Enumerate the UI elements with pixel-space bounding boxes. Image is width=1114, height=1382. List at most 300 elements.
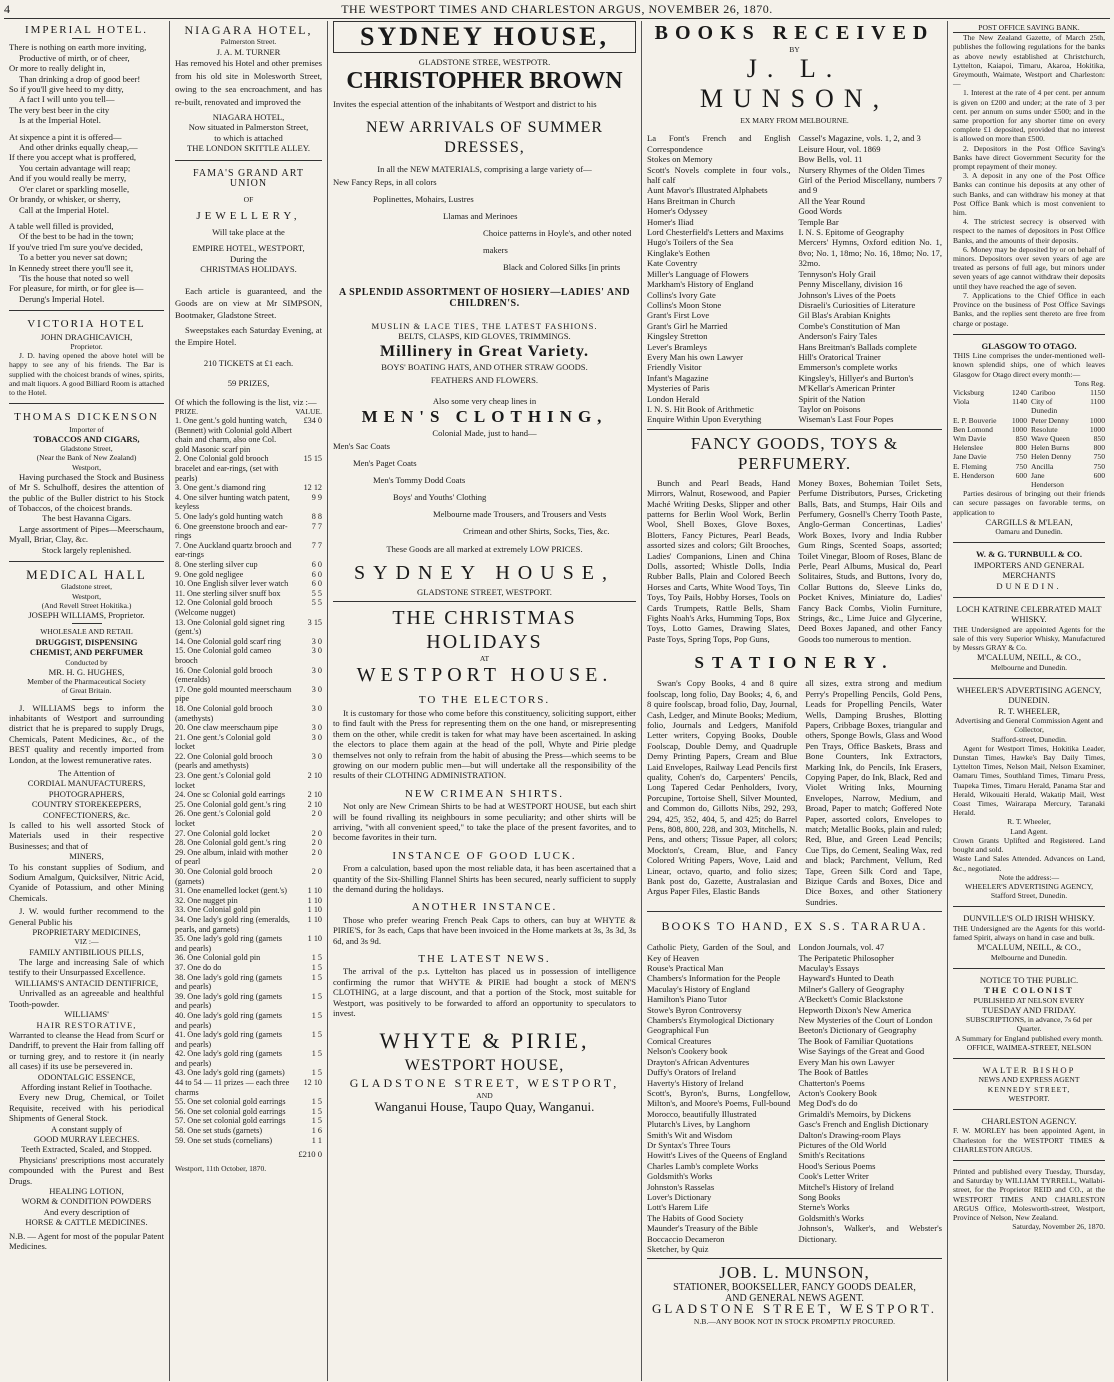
- book-title: Mercers' Hymns, Oxford edition No. 1, 8vo; No. 1, 18mo; No. 16, 18mo; No. 17, 32mo.: [798, 237, 942, 269]
- sydney-house-2: SYDNEY HOUSE,: [353, 561, 616, 584]
- medical-rec21: HORSE & CATTLE MEDICINES.: [25, 1217, 148, 1228]
- psb-paragraph: 4. The strictest secrecy is observed with respect to the names of depositors in Post Office Banks, and the amounts of their deposits.: [953, 217, 1105, 245]
- ship-row: [953, 443, 1105, 452]
- turnbull-3: DUNEDIN.: [996, 580, 1062, 591]
- verse-line: 'Tis the house that noted so well: [19, 272, 130, 283]
- walter-bishop-ad: [953, 1063, 1105, 1105]
- book-title: Hill's Oratorical Trainer: [798, 351, 881, 362]
- coat-item: Melbourne made Trousers, and Trousers and Vests: [433, 509, 607, 520]
- victoria-hotel-ad: [9, 315, 164, 399]
- book-title: Good Words: [798, 206, 842, 217]
- prize-description: 1. One gent.'s gold hunting watch, (Bennett) with Colonial gold Albert chain and charm, also one Col. gold Masonic scarf pin: [175, 416, 292, 454]
- glasgow-otago-ad: [953, 339, 1105, 539]
- prize-row: [175, 838, 322, 848]
- ship-tonnage: 600: [1093, 470, 1105, 480]
- fama-l1: Will take place at the: [212, 227, 285, 238]
- prize-value: 1 10: [307, 886, 322, 896]
- medical-rec2: PROPRIETARY MEDICINES,: [32, 927, 141, 938]
- medical-sub5: WHOLESALE AND RETAIL: [40, 627, 133, 637]
- prize-value: 3 0: [311, 703, 322, 713]
- walter-3: WESTPORT.: [1008, 1093, 1050, 1103]
- verse-line: And if you would really be merry,: [9, 173, 127, 184]
- verse-line: Call at the Imperial Hotel.: [19, 204, 109, 215]
- ship-name: Wave Queen: [1031, 433, 1070, 443]
- verse-line: At sixpence a pint it is offered—: [9, 131, 122, 142]
- book-title: Markham's History of England: [647, 279, 754, 290]
- niagara-hotel-ad: [175, 21, 322, 156]
- book-title: Maunder's Treasury of the Bible: [647, 1223, 758, 1234]
- ship-row: [953, 388, 1105, 397]
- prize-row: [175, 790, 322, 800]
- prize-value: 6 0: [311, 569, 322, 579]
- prize-description: 23. One gent.'s Colonial gold locket: [175, 771, 271, 790]
- post-office-savings-ad: [953, 21, 1105, 330]
- wheeler-2: Stafford-street, Dunedin.: [991, 734, 1067, 744]
- millinery-line: Millinery in Great Variety.: [380, 342, 589, 360]
- prize-value: 2 0: [311, 828, 322, 838]
- dickenson-body: Having purchased the Stock and Business of Mr S. Schulhoff, desires the attention of the public of the Buller district to his Stock of Tobaccos, of the choicest brands.: [9, 471, 164, 514]
- prize-description: 28. One Colonial gold gent.'s ring: [175, 838, 286, 848]
- prize-description: 39. One lady's gold ring (garnets and pearls): [175, 991, 282, 1011]
- crimean-body: Not only are New Crimean Shirts to be had at WESTPORT HOUSE, but each shirt will be found rivalling its neighbours in some peculiarity; and other shirts will be arriving, "with all convenient speed," to take the place of the present favorites, and to become favorites in their turn.: [333, 801, 636, 843]
- book-title: Enquire Within Upon Everything: [647, 414, 762, 425]
- prize-row: [175, 1078, 322, 1097]
- coat-item: Men's Sac Coats: [333, 441, 390, 452]
- prize-row: [175, 1068, 322, 1078]
- prize-row: [175, 867, 322, 886]
- prize-description: 10. One English silver lever watch: [175, 579, 289, 589]
- niagara-sub3: NIAGARA HOTEL,: [212, 112, 285, 123]
- verse-line: A table well filled is provided,: [9, 220, 114, 231]
- prize-value: 5 5: [311, 598, 322, 608]
- prize-description: 42. One lady's gold ring (garnets and pearls): [175, 1049, 282, 1068]
- goods-list: [333, 174, 636, 276]
- wheeler-8: WHEELER'S ADVERTISING AGENCY,: [965, 881, 1093, 891]
- agent-line: AND GENERAL NEWS AGENT.: [725, 1292, 864, 1304]
- ship-name: Helen Burns: [1031, 443, 1070, 453]
- book-title: The Habits of Good Society: [647, 1212, 744, 1223]
- prize-description: 36. One Colonial gold pin: [175, 953, 261, 963]
- book-title: A'Beckett's Comic Blackstone: [798, 994, 903, 1005]
- luck-body: From a calculation, based upon the most reliable data, it has been ascertained that a quantity of the Six-Shilling Flannel Shirts has been secured, nearly sufficient to supply the demand during the holidays.: [333, 863, 636, 894]
- prize-row: [175, 1116, 322, 1126]
- prize-row: [175, 1136, 322, 1146]
- book-title: Miller's Language of Flowers: [647, 268, 749, 279]
- ship-name: Helenslee: [953, 443, 983, 453]
- prize-row: [175, 896, 322, 906]
- prize-row: [175, 598, 322, 617]
- victoria-heading: VICTORIA HOTEL: [27, 318, 146, 331]
- wheeler-7: Note the address:—: [998, 872, 1060, 882]
- psb-heading: POST OFFICE SAVING BANK.: [953, 23, 1105, 33]
- prize-value: 1 10: [307, 934, 322, 944]
- medical-rec14: A constant supply of: [51, 1123, 122, 1134]
- news-heading: THE LATEST NEWS.: [418, 953, 551, 966]
- muslin-line: MUSLIN & LACE TIES, THE LATEST FASHIONS.: [371, 321, 598, 332]
- medical-sub3: (And Revell Street Hokitika.): [41, 600, 132, 610]
- prize-row: [175, 771, 322, 790]
- wheeler-body: Agent for Westport Times, Hokitika Leader, Dunstan Times, Hawke's Bay Daily Times, Lyttelton Times, Nelson Mail, Nelson Examiner, Oamaru Times, Southland Times, Timaru Press, Tuapeka Times, Timaru Herald, Panama Star and Herald, Wikouaiti Herald, Wakatip Mail, West Coast Times, Wairarapa Mercury, Taranaki Herald.: [953, 743, 1105, 818]
- prize-row: [175, 570, 322, 580]
- dickenson-sub5: Westport,: [71, 462, 102, 472]
- cargills-line2: Oamaru and Dunedin.: [995, 527, 1063, 537]
- book-title: London Herald: [647, 393, 700, 404]
- prize-value: 9 9: [311, 492, 322, 502]
- prize-value: 1 10: [307, 914, 322, 924]
- prize-row: [175, 1097, 322, 1107]
- book-title: Gasc's French and English Dictionary: [798, 1119, 929, 1130]
- book-title: Scott's, Byron's, Burns, Longfellow, Milton's, and Moore's Poems, Full-bound Morocco, beautifully Illustrated: [647, 1087, 791, 1119]
- imprint-body: Printed and published every Tuesday, Thursday, and Saturday by WILLIAM TYRRELL, Wallabi-street, for the Proprietor REID and CO., at the WESTPORT TIMES AND CHARLESTON ARGUS Office, Molesworth-street, Westport, Province of Nelson, New Zealand.: [953, 1167, 1105, 1223]
- book-title: Meg Dod's do do: [798, 1098, 858, 1109]
- prize-description: 43. One lady's gold ring (garnets): [175, 1068, 285, 1078]
- book-title: Combe's Constitution of Man: [798, 320, 901, 331]
- niagara-body: Has removed his Hotel and other premises from his old site in Molesworth Street, owing to the sea encroachment, and has re-built, renovated and improved the: [175, 58, 322, 108]
- medical-rec11: ODONTALGIC ESSENCE,: [37, 1071, 136, 1082]
- nb-line: N.B.—ANY BOOK NOT IN STOCK PROMPTLY PROCURED.: [693, 1316, 896, 1326]
- prize-row: [175, 905, 322, 915]
- fama-prizes-head: 59 PRIZES,: [227, 378, 270, 389]
- prize-row: [175, 454, 322, 483]
- book-title: Lever's Bramleys: [647, 341, 708, 352]
- books-received-list: [647, 133, 942, 424]
- tons-label: Tons Reg.: [1074, 378, 1105, 388]
- medical-rec9: HAIR RESTORATIVE,: [36, 1019, 137, 1030]
- fancy-left: Bunch and Pearl Beads, Hand Mirrors, Walnut, Rosewood, and Papier Maché Writing Desks, Slipper and other patterns for Berlin Wool Work, Berlin Wool, Shell Boxes, Glove Boxes, Blotters, Fancy Pictures, Pearl Beads, assorted sizes and colors; Gilt Brooches, Ladies' Companions, Linen and China Dolls, assorted; Whistle Dolls, India Rubber Balls, Plain and Colored Beech Horses and Carts, White Wood Toys, Tin Toys, Toy Pails, Hobby Horses, Tools on Cards Trumpets, Rattle Bells, Sham Fights Noah's Arks, Humming Tops, Box Toys, Lotto Games, Drawing Slates, Paste Toys, Spring Tops, Pop Guns,: [647, 477, 791, 644]
- book-title: Milner's Gallery of Geography: [798, 983, 905, 994]
- imperial-hotel-ad: [9, 21, 164, 306]
- prize-value: 2 0: [311, 847, 322, 857]
- niagara-heading: NIAGARA HOTEL,: [184, 23, 313, 37]
- fancy-goods-text: [647, 478, 942, 645]
- ship-row: [953, 397, 1105, 415]
- prize-row: [175, 934, 322, 953]
- book-title: Girl of the Period Miscellany, numbers 7 and 9: [798, 175, 942, 196]
- book-title: Acton's Cookery Book: [798, 1087, 877, 1098]
- stationer-line: STATIONER, BOOKSELLER, FANCY GOODS DEALER,: [673, 1282, 916, 1294]
- book-title: Grimaldi's Memoirs, by Dickens: [798, 1108, 911, 1119]
- prize-value: 1 5: [311, 953, 322, 963]
- prize-row: [175, 973, 322, 992]
- ship-row: [953, 452, 1105, 461]
- prize-value: 3 0: [311, 636, 322, 646]
- psb-paragraph: The New Zealand Gazette, of March 25th, publishes the following regulations for the banks as above newly established at Christchurch, Lyttelton, Kaiapoi, Timaru, Akaroa, Hokitika, Greymouth, Waimate, Westport and Charleston:—: [953, 33, 1105, 89]
- niagara-sub4: Now situated in Palmerston Street,: [188, 122, 309, 133]
- book-title: Comical Creatures: [647, 1035, 712, 1046]
- mens-clothing: MEN'S CLOTHING,: [361, 407, 608, 427]
- prize-value: 3 0: [311, 723, 322, 733]
- prize-value: 8 8: [311, 512, 322, 522]
- medical-sub10: Member of the Pharmaceutical Society: [27, 677, 146, 687]
- wheeler-ad: [953, 683, 1105, 902]
- prize-row: [175, 1049, 322, 1068]
- victoria-proprietor: JOHN DRAGHICAVICH,: [40, 331, 133, 342]
- morley-body: F. W. MORLEY has been appointed Agent, in Charleston for the WESTPORT TIMES & CHARLESTON ARGUS.: [953, 1126, 1105, 1154]
- verse-line: Than drinking a drop of good beer!: [19, 73, 141, 84]
- dickenson-sub3: Gladstone Street,: [60, 444, 113, 454]
- book-title: Kinglake's Eothen: [647, 247, 710, 258]
- victoria-body: J. D. having opened the above hotel will be happy to see any of his friends. The Bar is supplied with the choicest brands of wines, spirits, and malt liquors. A good Billiard Room is attached to the Hotel.: [9, 351, 164, 397]
- dickenson-sub1: Importer of: [69, 424, 104, 434]
- prize-description: 17. One gold mounted meerschaum pipe: [175, 684, 292, 704]
- book-title: Kate Coventry: [647, 258, 698, 269]
- verse-line: Or more to really delight in,: [9, 63, 106, 74]
- book-title: Wiseman's Last Four Popes: [798, 414, 894, 425]
- summer-dresses: NEW ARRIVALS OF SUMMER DRESSES,: [365, 118, 603, 156]
- another-body: Those who prefer wearing French Peak Caps to others, can buy at WHYTE & PIRIE'S, for 3s each, Caps that have been invoiced in the Home markets at 3s, 3s 3d, 3s 6d, and 3s 9d.: [333, 914, 636, 946]
- book-title: Hans Breitman in Church: [647, 195, 736, 206]
- fama-of-which: Of which the following is the list, viz :—: [175, 396, 317, 407]
- book-title: I. N. S. Hit Book of Arithmetic: [647, 403, 754, 414]
- prize-value: 1 5: [311, 991, 322, 1001]
- prize-value: 7 7: [311, 540, 322, 550]
- medical-att5: CONFECTIONERS, &c.: [42, 809, 131, 820]
- glasgow-body: THIS Line comprises the under-mentioned well-known splendid ships, one of which leaves Glasgow for Otago direct every month:—: [953, 351, 1105, 379]
- wheeler-6: Waste Land Sales Attended. Advances on Land, &c., negotiated.: [953, 854, 1105, 873]
- medical-sub2: Westport,: [71, 591, 102, 601]
- prize-row: [175, 1126, 322, 1136]
- prize-description: 32. One nugget pin: [175, 895, 238, 905]
- belts-line: BELTS, CLASPS, KID GLOVES, TRIMMINGS.: [398, 331, 571, 342]
- verse-line: Derung's Imperial Hotel.: [19, 293, 105, 304]
- prize-row: [175, 886, 322, 896]
- ship-tonnage: 850: [1093, 433, 1105, 443]
- boating-line: BOYS' BOATING HATS, AND OTHER STRAW GOODS.: [381, 361, 588, 372]
- coats-list: [333, 438, 636, 540]
- prize-value: 6 0: [311, 560, 322, 570]
- psb-paragraph: 7. Applications to the Chief Office in each Province on the business of Post Office Savings Banks, and the replies sent thereto are free from charge or postage.: [953, 290, 1105, 328]
- book-title: Sterne's Works: [798, 1202, 850, 1213]
- prize-row: [175, 493, 322, 512]
- colonist-4: A Summary for England published every month.: [955, 1033, 1103, 1043]
- dunville-ad: [953, 911, 1105, 963]
- book-title: Boccaccio Decameron: [647, 1233, 725, 1244]
- dunville-heading: DUNVILLE'S OLD IRISH WHISKY.: [963, 913, 1095, 924]
- ship-tonnage: 800: [1093, 443, 1105, 453]
- prize-value: 1 5: [311, 1030, 322, 1040]
- prize-row: [175, 512, 322, 522]
- prize-description: 16. One Colonial gold brooch (emeralds): [175, 665, 273, 685]
- ship-name: E. P. Bouverie: [953, 415, 997, 425]
- low-prices-line: These Goods are all marked at extremely LOW PRICES.: [386, 544, 583, 555]
- prize-description: 2. One Colonial gold brooch bracelet and ear-rings, (set with pearls): [175, 454, 279, 483]
- prize-value: 1 6: [311, 1126, 322, 1136]
- christmas-at: AT: [479, 654, 490, 664]
- coat-item: Boys' and Youths' Clothing: [393, 492, 487, 503]
- prize-value: 1 5: [311, 1010, 322, 1020]
- prize-description: 14. One Colonial gold scarf ring: [175, 636, 281, 646]
- ship-tonnage: 750: [1015, 461, 1027, 471]
- books-by: BY: [789, 45, 800, 54]
- column-2: [170, 21, 328, 1381]
- book-title: Rouse's Practical Man: [647, 963, 724, 974]
- another-heading: ANOTHER INSTANCE.: [411, 901, 558, 914]
- book-title: Cook's Letter Writer: [798, 1171, 869, 1182]
- book-title: Anderson's Fairy Tales: [798, 331, 878, 342]
- books-right: [799, 133, 943, 424]
- book-title: Aunt Mavor's Illustrated Alphabets: [647, 185, 768, 196]
- book-title: Geographical Fun: [647, 1025, 709, 1036]
- fancy-right: Money Boxes, Bohemian Toilet Sets, Perfume Distributors, Purses, Cricketing Balls, Bats, and Stumps, Hair Oils and Perfumery, Gosnell's Cherry Tooth Paste, Anglo-German Concertinas, Ladies' Work Boxes, Ivory and India Rubber Gum Rings, Scented Soaps, assorted; Toilet Vinegar, Bloom of Roses, Blanc de Perle, Pearl Albums, Musical do, Pearl Solitaires, Studs, and Buttons, Ivory do, Collar Buttons do, Sleeve Links do, Pocket Knives, Miniature do, Ladies' Fancy Back Combs, Violin Furniture, Strings, &c., Lime Juice and Glycerine, Deed Boxes Japaned, and other Fancy Goods too numerous to mention.: [798, 477, 942, 644]
- dickenson-ad: [9, 408, 164, 557]
- niagara-sub5: to which is attached: [214, 132, 283, 143]
- verse-line: If you've tried I'm sure you've decided,: [9, 241, 143, 252]
- medical-rec1: J. W. would further recommend to the General Public his: [9, 906, 164, 927]
- wheeler-name: R. T. WHEELER,: [998, 705, 1060, 716]
- medical-rec12: Affording instant Relief in Toothache.: [20, 1081, 153, 1092]
- westport-house: WESTPORT HOUSE.: [356, 664, 613, 687]
- prize-description: 59. One set studs (cornelians): [175, 1135, 273, 1145]
- column-4: [642, 21, 948, 1381]
- colonist-3: SUBSCRIPTIONS, in advance, 7s 6d per Quarter.: [965, 1015, 1093, 1034]
- book-title: Duffy's Orators of Ireland: [647, 1067, 736, 1078]
- tarararua-right: [799, 942, 943, 1254]
- column-1: [4, 21, 170, 1381]
- prize-description: 31. One enamelled locket (gent.'s): [175, 886, 287, 896]
- prize-description: 27. One Colonial gold locket: [175, 828, 270, 838]
- book-title: Emmerson's complete works: [798, 362, 898, 373]
- book-title: Penny Miscellany, division 16: [798, 279, 903, 290]
- book-title: Hugo's Toilers of the Sea: [647, 237, 734, 248]
- prize-row: [175, 915, 322, 934]
- prize-row: [175, 848, 322, 867]
- book-title: The Book of Familiar Quotations: [798, 1035, 914, 1046]
- book-title: The Peripatetic Philosopher: [798, 952, 894, 963]
- prize-row: [175, 1030, 322, 1049]
- ship-name: Jane Henderson: [1031, 470, 1064, 489]
- prize-value: 12 10: [303, 1078, 322, 1088]
- wanganui-house: Wanganui House, Taupo Quay, Wanganui.: [374, 1099, 595, 1115]
- prize-value: 2 0: [311, 838, 322, 848]
- glasgow-parties: Parties desirous of bringing out their friends can secure passages on favorable terms, on application to: [953, 489, 1105, 517]
- medical-rec16: Teeth Extracted, Scaled, and Stopped.: [21, 1144, 152, 1155]
- prize-value: 2 0: [311, 809, 322, 819]
- invites-text: Invites the especial attention of the inhabitants of Westport and district to his: [333, 99, 597, 110]
- prize-list-header: [175, 407, 322, 416]
- prize-value: 1 5: [311, 1106, 322, 1116]
- dunville-body: THE Undersigned are the Agents for this world-famed Spirit, always on hand in case and bulk.: [953, 923, 1105, 942]
- ship-name: Wm Davie: [953, 433, 987, 443]
- book-title: Stokes on Memory: [647, 154, 713, 165]
- masthead-title: THE WESTPORT TIMES AND CHARLESTON ARGUS, NOVEMBER 26, 1870.: [341, 2, 773, 16]
- tararua-title: BOOKS TO HAND, EX S.S. TARARUA.: [661, 919, 928, 934]
- book-title: Chambers's Etymological Dictionary: [647, 1015, 775, 1026]
- gladstone-street-line: GLADSTONE STREET, WESTPORT.: [651, 1301, 938, 1317]
- prize-description: 3. One gent.'s diamond ring: [175, 483, 266, 493]
- book-title: Smith's Recitations: [798, 1150, 865, 1161]
- prize-col-label: PRIZE.: [175, 406, 198, 416]
- ship-name: Peter Denny: [1031, 415, 1069, 425]
- walter-2: KENNEDY STREET,: [987, 1084, 1071, 1094]
- electors-body: It is customary for those who come before this constituency, soliciting support, either to find fault with the Press for representing them on the one hand, or misrepresenting them on the other, while credit is taken for what may have been ascertained. In asking the electors to place them again at the head of the poll, Whyte and Pirie pledge themselves not only to refrain from the habit of abusing the Press—which seems to be growing on our modern public men—but will undertake all the responsibility of the results of their CLOTHING ADMINISTRATION.: [333, 707, 636, 781]
- wheeler-heading: WHEELER'S ADVERTISING AGENCY, DUNEDIN.: [956, 685, 1102, 706]
- dickenson-sub2: TOBACCOS AND CIGARS,: [33, 433, 140, 444]
- medical-att4: COUNTRY STOREKEEPERS,: [31, 799, 142, 810]
- prize-description: 56. One set colonial gold earrings: [175, 1106, 286, 1116]
- prize-value: 3 0: [311, 646, 322, 656]
- prize-description: 35. One lady's gold ring (garnets and pearls): [175, 934, 282, 953]
- book-title: Goldsmith's Works: [798, 1212, 864, 1223]
- book-title: Maculay's History of England: [647, 983, 750, 994]
- ship-row: [953, 434, 1105, 443]
- imperial-verses: [9, 42, 164, 304]
- fama-l2: EMPIRE HOTEL, WESTPORT,: [192, 243, 305, 254]
- medical-rec4: FAMILY ANTIBILIOUS PILLS,: [29, 946, 144, 957]
- prize-row: [175, 541, 322, 560]
- book-title: Lord Chesterfield's Letters and Maxims: [647, 227, 784, 238]
- page-header: [4, 2, 1110, 19]
- book-title: Every Man his own Lawyer: [647, 351, 743, 362]
- medical-rec19: WORM & CONDITION POWDERS: [21, 1196, 152, 1207]
- prize-value: 1 5: [311, 972, 322, 982]
- ship-tonnage: 1000: [1011, 415, 1027, 425]
- prize-description: 37. One do do: [175, 962, 222, 972]
- book-title: London Journals, vol. 47: [798, 942, 885, 953]
- ship-row: [953, 416, 1105, 425]
- ship-name: Ben Lomond: [953, 424, 993, 434]
- prize-description: 29. One album, inlaid with mother of pearl: [175, 847, 289, 867]
- book-title: Chatterton's Poems: [798, 1077, 865, 1088]
- prize-description: 55. One set colonial gold earrings: [175, 1097, 286, 1107]
- psb-paragraph: 6. Money may be deposited by or on behalf of minors. Depositors over seven years of age are treated as persons of full age, but minors under seven years of age cannot withdraw their deposits until they have reached the age of seven.: [953, 244, 1105, 291]
- prize-description: 15. One Colonial gold cameo brooch: [175, 646, 272, 665]
- prize-row: [175, 666, 322, 685]
- medical-sub9: MR. H. G. HUGHES,: [48, 666, 125, 677]
- book-title: Sketcher, by Quiz: [647, 1244, 709, 1254]
- books-left: [647, 133, 791, 424]
- ship-row: [953, 462, 1105, 471]
- prize-row: [175, 1011, 322, 1030]
- prize-value: 2 0: [311, 867, 322, 877]
- book-title: Spirit of the Nation: [798, 393, 866, 404]
- medical-sub11: of Great Britain.: [61, 686, 112, 696]
- prize-description: 33. One Colonial gold pin: [175, 905, 261, 915]
- medical-rec7: Unrivalled as an agreeable and healthful Tooth-powder.: [9, 988, 164, 1009]
- medical-rec13: Every new Drug, Chemical, or Toilet Requisite, received with his periodical Shipments of General Stock.: [9, 1092, 164, 1124]
- medical-rec10: Warranted to cleanse the Head from Scurf or Dandriff, to prevent the Hair from falling off or turning grey, and to restore it (in nearly all cases) if its use be persevered in.: [9, 1029, 164, 1072]
- crimean-heading: NEW CRIMEAN SHIRTS.: [404, 787, 565, 800]
- medical-rec6: WILLIAMS'S ANTACID DENTIFRICE,: [14, 977, 159, 988]
- prize-description: 22. One Colonial gold brooch (pearls and amethysts): [175, 751, 273, 771]
- ship-tonnage: 750: [1015, 452, 1027, 462]
- and-word: AND: [476, 1090, 493, 1100]
- book-title: Beeton's Dictionary of Geography: [798, 1025, 917, 1036]
- sydney-street: GLADSTONE STREE, WESTPOTR.: [418, 57, 551, 67]
- verse-line: There is nothing on earth more inviting,: [9, 42, 147, 53]
- book-title: Catholic Piety, Garden of the Soul, and Key of Heaven: [647, 942, 791, 963]
- ship-tonnage: 750: [1093, 461, 1105, 471]
- stationery-title: STATIONERY.: [694, 653, 895, 673]
- tarararua-left: [647, 942, 791, 1254]
- fama-jewellery: JEWELLERY,: [196, 209, 301, 222]
- book-title: Drayton's African Adventures: [647, 1056, 750, 1067]
- loch-katrine-ad: [953, 602, 1105, 674]
- medical-att3: PHOTOGRAPHERS,: [48, 788, 125, 799]
- prize-description: 24. One sc Colonial gold earrings: [175, 790, 286, 800]
- cargills-line: CARGILLS & M'LEAN,: [985, 516, 1073, 527]
- book-title: Infant's Magazine: [647, 372, 709, 383]
- book-title: Friendly Visitor: [647, 362, 702, 373]
- book-title: Tennyson's Holy Grail: [798, 268, 876, 279]
- sydney-house-title: SYDNEY HOUSE,: [333, 21, 636, 53]
- sydney-street-2: GLADSTONE STREET, WESTPORT.: [417, 586, 552, 597]
- book-title: La Font's French and English Correspondence: [647, 133, 791, 154]
- medical-rec18: HEALING LOTION,: [49, 1186, 124, 1196]
- verse-line: For pleasure, for mirth, or for glee is—: [9, 283, 144, 294]
- prize-description: 13. One Colonial gold signet ring (gent.'s): [175, 617, 285, 637]
- verse-line: So if you'll give heed to my ditty,: [9, 84, 124, 95]
- colonial-line: Colonial Made, just to hand—: [432, 428, 537, 439]
